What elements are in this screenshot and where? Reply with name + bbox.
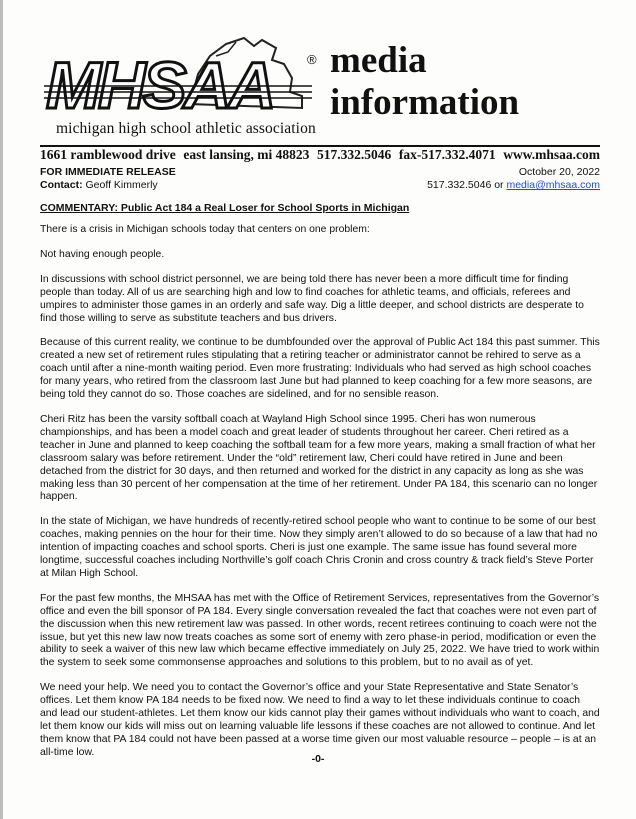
paragraph: There is a crisis in Michigan schools today that centers on one problem: xyxy=(40,224,370,235)
website[interactable]: www.mhsaa.com xyxy=(503,147,600,162)
paragraph: For the past few months, the MHSAA has met with the Office of Retirement Services, representatives from the Governor’s office and even the bill sponsor of PA 184. Every single conversation revealed the fact that coaches were not even part of the discussion when this new retirement law was passed. In other words, recent retirees continuing to coach were not the issue, but yet this new law now treats coaches as some sort of enemy with zero phase-in period, modification or even the ability to seek a waiver of this new law which became effective immediately on July 25, 2022. We have tried to work within the system to seek some commonsense approaches and solutions to this problem, but to no avail as of yet. xyxy=(40,592,600,669)
address-bar xyxy=(40,147,600,163)
article-headline: COMMENTARY: Public Act 184 a Real Loser for School Sports in Michigan xyxy=(40,202,410,214)
mhsaa-logo-text: MHSAA xyxy=(46,48,273,120)
paragraph: Not having enough people. xyxy=(40,248,165,260)
paragraph: In discussions with school district personnel, we are being told there has never been a more difficult time for finding people than today. All of us are searching high and low to find coaches for athletic teams, and officials, referees and umpires to administer those games in an orderly and safe way. Dig a little deeper, and school districts are desperate to find those willing to serve as substitute teachers and bus drivers. xyxy=(40,273,584,324)
paragraph: We need your help. We need you to contact the Governor’s office and your State Representative and State Senator’s offices. Let them know PA 184 needs to be fixed now. We need to find a way to let these individuals continue to coach and lead our student-athletes. Let them know our kids cannot play their games without individuals who want to coach, and let them know our kids will miss out on learning valuable life lessons if these coaches are not allowed to continue. And let them know that PA 184 could not have been passed at a worse time given our most valuable resource – people – is at an all-time low. xyxy=(40,682,600,758)
contact-line xyxy=(40,179,600,191)
end-mark: -0- xyxy=(311,753,325,765)
title-line-information: information xyxy=(330,82,520,123)
article-body xyxy=(40,224,600,772)
media-information-title xyxy=(330,40,519,124)
contact-right xyxy=(427,179,600,191)
paragraph: Cheri Ritz has been the varsity softball coach at Wayland High School since 1995. Cheri has won numerous championships, and has been a model coach and great leader of students throughout her career. Cheri retired as a teacher in June and planned to keep coaching the softball team for a few more years, making a small fraction of what her classroom salary was before retirement. Under the “old” retirement law, Cheri could have retired in June and been detached from the district for 30 days, and then returned and worked for the district in any capacity as long as she was making less than 30 percent of her compensation at the time of her retirement. Under PA 184, this scenario can no longer happen. xyxy=(40,413,598,503)
city-address: east lansing, mi 48823 xyxy=(183,147,310,162)
fax-number: fax-517.332.4071 xyxy=(398,147,496,162)
phone-number: 517.332.5046 xyxy=(316,147,392,162)
release-date: October 20, 2022 xyxy=(518,166,600,178)
contact-phone: 517.332.5046 or xyxy=(427,179,504,191)
release-label: FOR IMMEDIATE RELEASE xyxy=(40,166,176,178)
mhsaa-logo xyxy=(40,34,320,120)
street-address: 1661 ramblewood drive xyxy=(40,147,176,162)
contact-email-link[interactable]: media@mhsaa.com xyxy=(506,179,600,191)
paragraph: Because of this current reality, we continue to be dumbfounded over the approval of Public Act 184 this past summer. This created a new set of retirement rules stipulating that a retiring teacher or administrator cannot be rehired to serve as a coach until after a nine-month waiting period. Even more frustrating: Individuals who had served as high school coaches for many years, who retired from the classroom last June but had planned to keep coaching for a few more seasons, are being told they cannot do so. Those coaches are sidelined, and for no sensible reason. xyxy=(40,337,600,401)
contact-name: Geoff Kimmerly xyxy=(85,179,158,191)
paragraph: In the state of Michigan, we have hundreds of recently-retired school people who want to continue to be some of our best coaches, making pennies on the hour for their time. Now they simply aren’t allowed to do so because of a law that had no intention of impacting coaches and school sports. Cheri is just one example. The same issue has found several more longtime, successful coaches including Northville’s golf coach Chris Cronin and cross country & track field’s Steve Porter at Milan High School. xyxy=(40,516,598,579)
release-line xyxy=(40,166,600,178)
contact-label: Contact: xyxy=(40,179,83,191)
registered-mark: ® xyxy=(307,52,317,67)
association-tagline: michigan high school athletic association xyxy=(56,120,316,137)
letterhead xyxy=(40,28,600,140)
page-edge-shadow xyxy=(0,0,3,819)
title-line-media: media xyxy=(330,40,427,81)
contact-block xyxy=(40,179,158,191)
